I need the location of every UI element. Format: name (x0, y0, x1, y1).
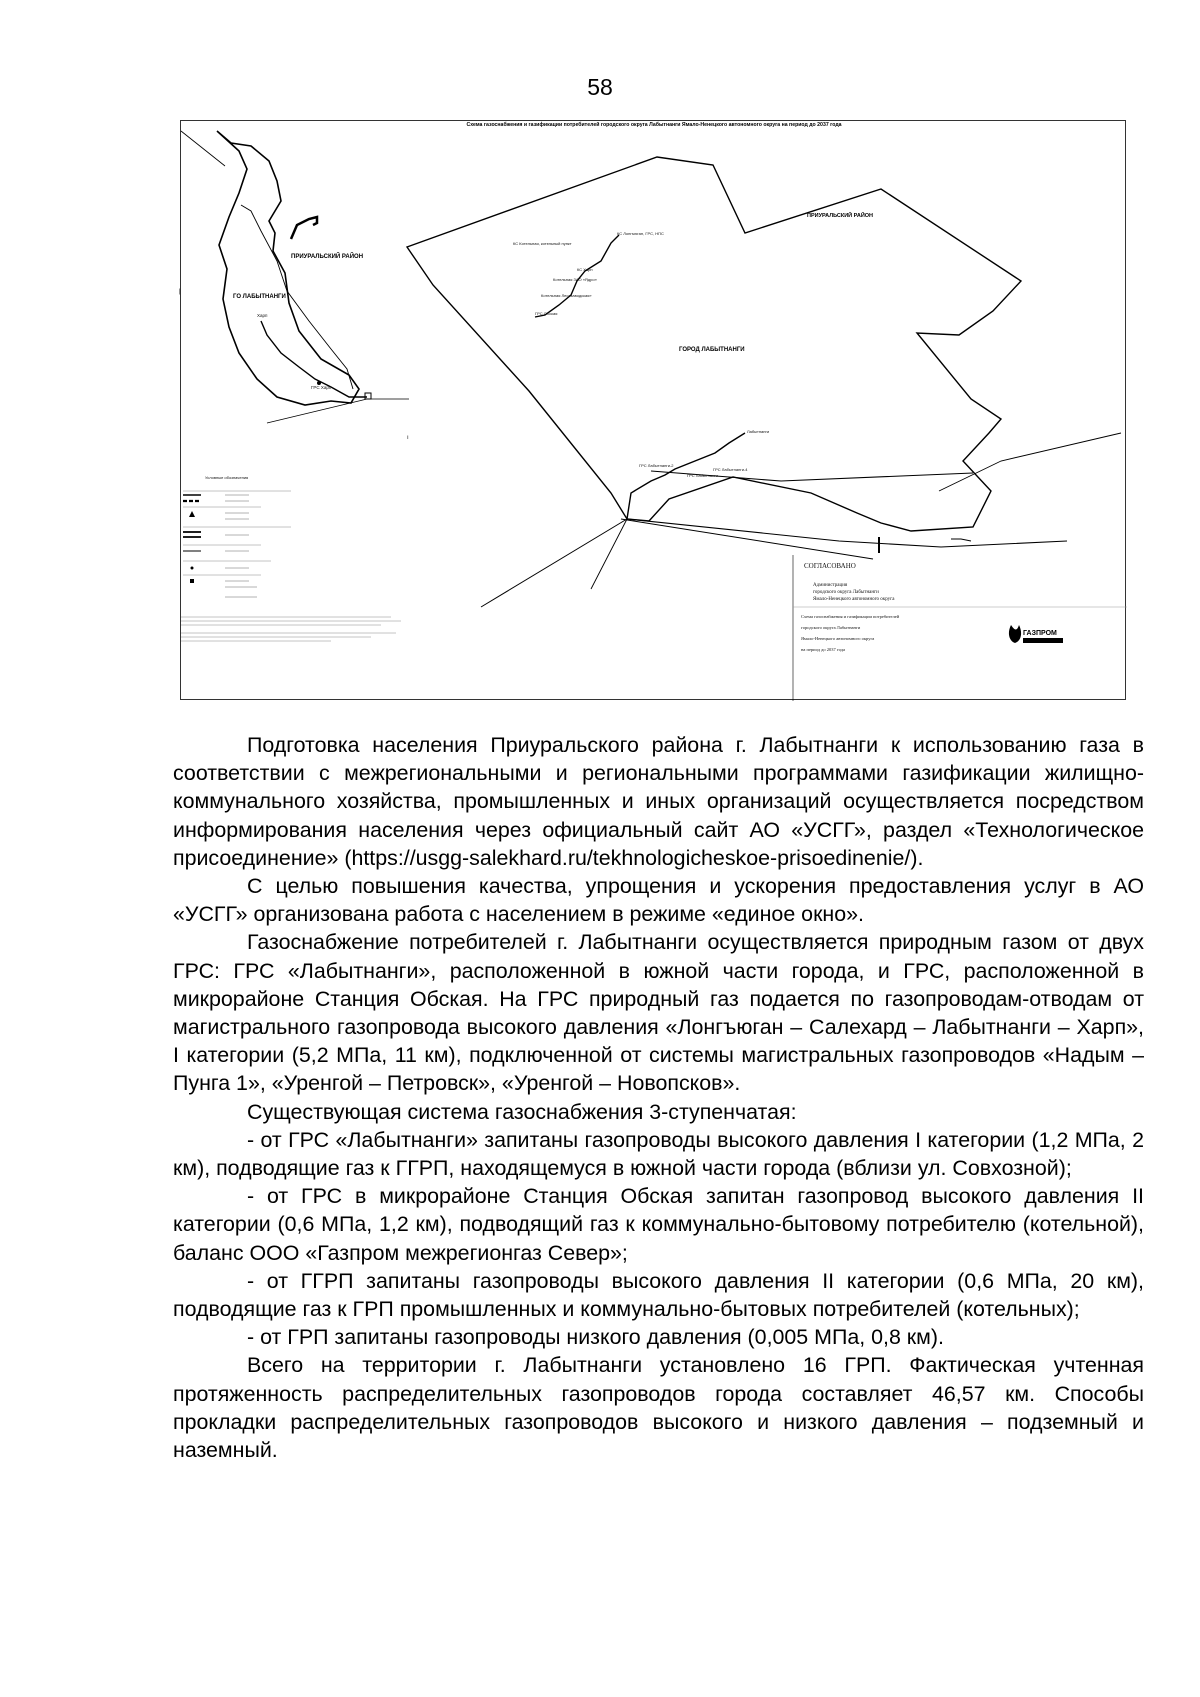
inset-city-label: ГО ЛАБЫТНАНГИ (233, 294, 286, 300)
svg-text:ı: ı (407, 435, 409, 441)
point-label: ГРС Лабытнанги-2 (639, 463, 674, 468)
map-title: Схема газоснабжения и газификации потребителей городского округа Лабытнанги Ямало-Ненецкого автономного округа на период до 2037 года (466, 122, 842, 128)
body-text (173, 731, 1144, 1464)
agreement-org-line: городского округа Лабытнанги (813, 590, 879, 595)
agreement-org-line: Администрация (813, 583, 848, 588)
agreement-title: СОГЛАСОВАНО (804, 562, 856, 570)
svg-text:|: | (179, 289, 181, 295)
agreement-block (793, 562, 1127, 652)
inset-district-label: ПРИУРАЛЬСКИЙ РАЙОН (291, 254, 364, 260)
point-label: ГРС Лабытнанги-4 (713, 467, 748, 472)
main-city-label: ГОРОД ЛАБЫТНАНГИ (679, 347, 745, 353)
agreement-scheme-line: Ямало-Ненецкого автономного округа (801, 636, 875, 641)
agreement-org-line: Ямало-Ненецкого автономного округа (813, 597, 895, 602)
page-number: 58 (587, 74, 613, 100)
paragraph: - от ГГРП запитаны газопроводы высокого давления II категории (0,6 МПа, 20 км), подводящие газ к ГРП промышленных и коммунально-бытовых потребителей (котельных); (173, 1268, 1144, 1322)
point-label: Котельная ЗАО «Ядро» (553, 277, 597, 282)
paragraph: - от ГРП запитаны газопроводы низкого давления (0,005 МПа, 0,8 км). (247, 1325, 944, 1350)
agreement-scheme-line: Схема газоснабжения и газификации потребителей (801, 614, 900, 619)
paragraph: - от ГРС «Лабытнанги» запитаны газопроводы высокого давления I категории (1,2 МПа, 2 км), подводящие газ к ГГРП, находящемуся в южной части города (вблизи ул. Совхозной); (173, 1127, 1144, 1181)
point-label: ГРС Обская (535, 311, 558, 316)
main-district-label: ПРИУРАЛЬСКИЙ РАЙОН (807, 213, 874, 219)
point-label: КС Котельная, котельный пункт (513, 241, 572, 246)
paragraph: Подготовка населения Приуральского района г. Лабытнанги к использованию газа в соответствии с межрегиональными и региональными программами газификации жилищно-коммунального хозяйства, промышленных и иных организаций осуществляется посредством информирования населения через официальный сайт АО «УСГГ», раздел «Технологическое присоединение» (https://usgg-salekhard.ru/tekhnologicheskoe-prisoedinenie/). (173, 733, 1144, 870)
paragraph: - от ГРС в микрорайоне Станция Обская запитан газопровод высокого давления II категории (0,6 МПа, 1,2 км), подводящий газ к коммунально-бытовому потребителю (котельной), баланс ООО «Газпром межрегионгаз Север»; (173, 1184, 1144, 1265)
paragraph: С целью повышения качества, упрощения и ускорения предоставления услуг в АО «УСГГ» организована работа с населением в режиме «единое окно». (173, 874, 1144, 927)
point-label: КС Харп (577, 267, 593, 272)
paragraph: Газоснабжение потребителей г. Лабытнанги осуществляется природным газом от двух ГРС: ГРС «Лабытнанги», расположенной в южной части города, и ГРС, расположенной в микрорайоне Станция Обская. На ГРС природный газ подается по газопроводам-отводам от магистрального газопровода высокого давления «Лонгъюган – Салехард – Лабытнанги – Харп», I категории (5,2 МПа, 11 км), подключенной от системы магистральных газопроводов «Надым – Пунга 1», «Уренгой – Петровск», «Уренгой – Новопсков». (173, 930, 1144, 1096)
gazprom-logo (1009, 625, 1063, 643)
point-label: Лабытнанги (747, 429, 770, 434)
point-label: Котельная Лесозаводская» (541, 293, 592, 298)
main-pipeline (535, 235, 619, 317)
inset-point-harp: Харп (257, 313, 268, 318)
logo-text: ГАЗПРОМ (1023, 630, 1057, 637)
agreement-scheme-line: на период до 2037 года (801, 647, 846, 652)
paragraph: Существующая система газоснабжения 3-ступенчатая: (247, 1099, 797, 1124)
map-point-labels (513, 231, 769, 478)
agreement-scheme-line: городского округа Лабытнанги (801, 625, 861, 630)
map-legend (181, 475, 401, 641)
point-label: КС Лонгъюган, ГРС, НПС (617, 231, 664, 236)
legend-title: Условные обозначения (205, 475, 249, 480)
paragraph: Всего на территории г. Лабытнанги установлено 16 ГРП. Фактическая учтенная протяженность распределительных газопроводов города составляет 46,57 км. Способы прокладки распределительных газопроводов высокого и низкого давления – подземный и наземный. (173, 1353, 1144, 1463)
inset-boundary (217, 131, 359, 405)
point-label: ГРС Лабытнанги (687, 473, 718, 478)
inset-point-grs: ГРС Харп (311, 385, 332, 390)
gas-supply-map (180, 120, 1126, 700)
